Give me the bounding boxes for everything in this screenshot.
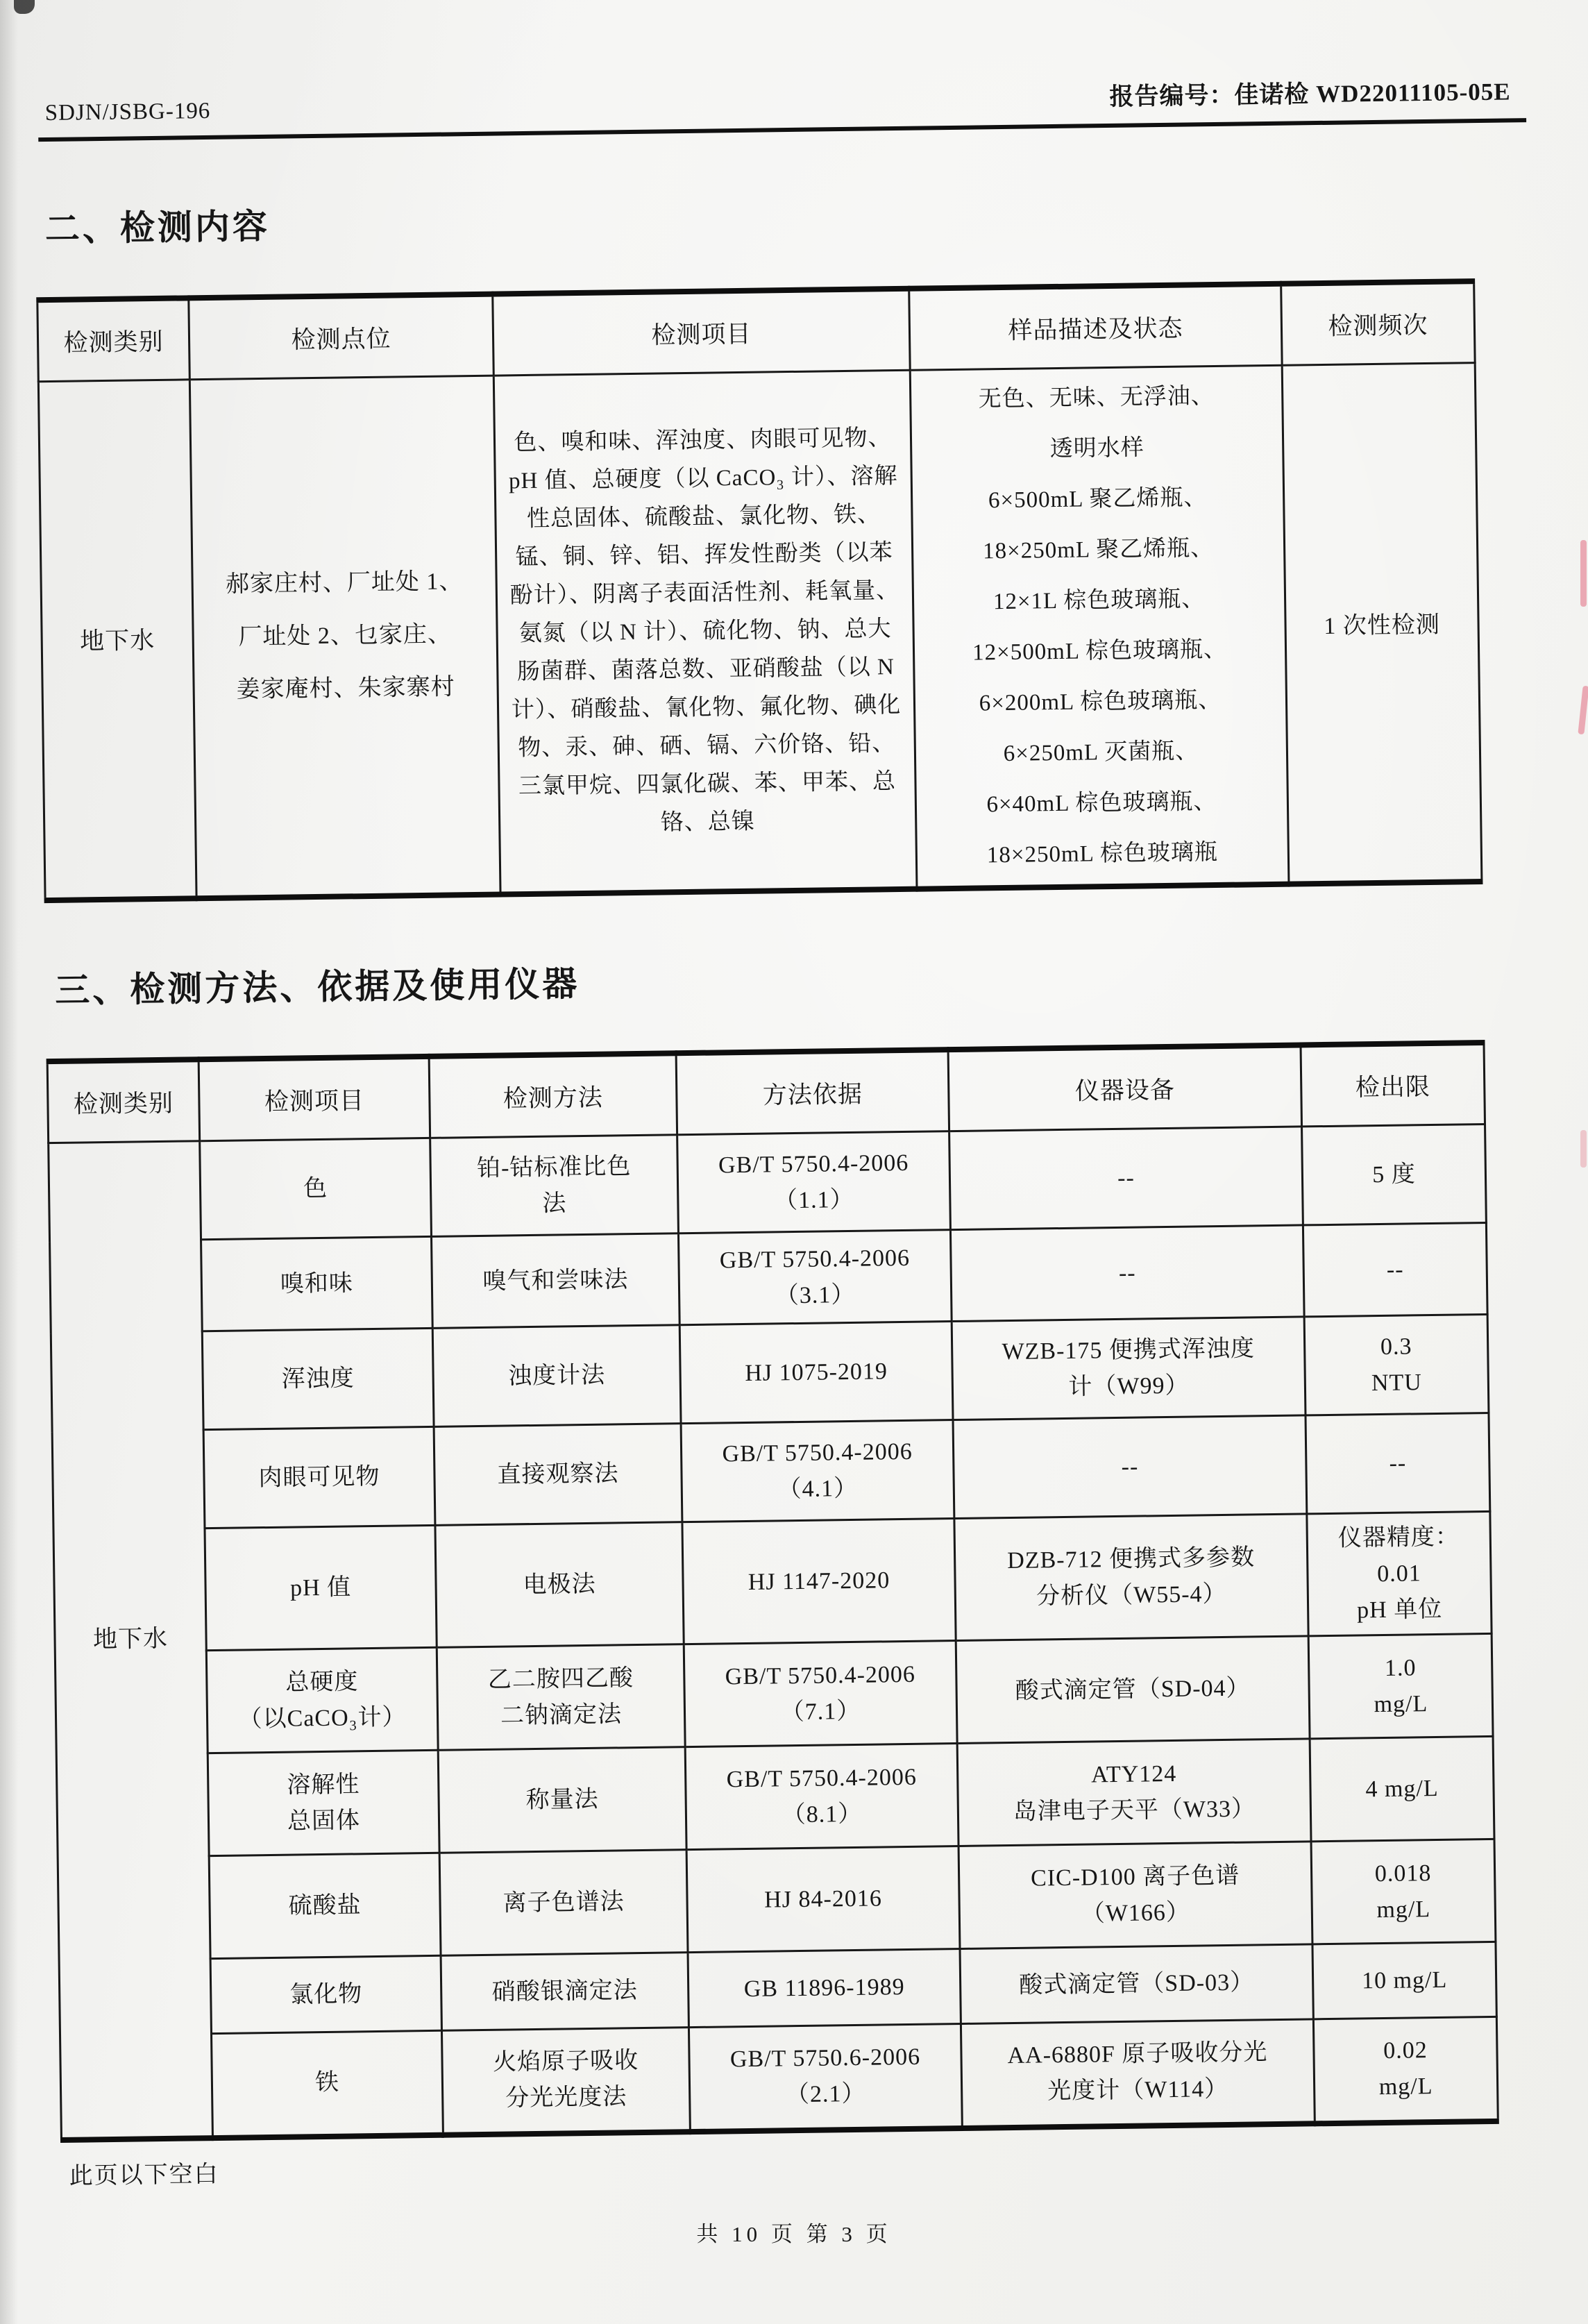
cell-method: 直接观察法 — [434, 1424, 682, 1526]
cell-basis: GB/T 5750.4-2006 （3.1） — [678, 1230, 952, 1325]
cell-instrument: -- — [950, 1225, 1304, 1322]
cell-instrument: 酸式滴定管（SD-03） — [960, 1944, 1313, 2024]
cell-instrument: CIC-D100 离子色谱 （W166） — [958, 1842, 1312, 1949]
method-instrument-table — [47, 1040, 1499, 2143]
cell-limit: 0.3 NTU — [1304, 1314, 1489, 1415]
cell-item: 总硬度 （以CaCO₃计） — [206, 1647, 438, 1753]
cell-item: 肉眼可见物 — [203, 1426, 435, 1528]
cell-basis: GB/T 5750.4-2006 （1.1） — [677, 1131, 951, 1233]
cell-basis: GB 11896-1989 — [688, 1948, 961, 2027]
cell-points: 郝家庄村、厂址处 1、 厂址处 2、乜家庄、 姜家庵村、朱家寨村 — [189, 376, 500, 898]
cell-category: 地下水 — [38, 380, 196, 900]
col-header-item: 检测项目 — [198, 1056, 430, 1141]
cell-method: 嗅气和尝味法 — [432, 1233, 680, 1329]
cell-frequency: 1 次性检测 — [1282, 363, 1482, 884]
cell-instrument: 酸式滴定管（SD-04） — [956, 1636, 1310, 1744]
cell-method: 浊度计法 — [432, 1325, 681, 1427]
cell-method: 电极法 — [435, 1522, 684, 1648]
cell-items: 色、嗅和味、浑浊度、肉眼可见物、pH 值、总硬度（以 CaCO₃ 计）、溶解性总固体、硫酸盐、氯化物、铁、锰、铜、锌、铝、挥发性酚类（以苯酚计）、阴离子表面活性剂、耗氧量、氨氮（以 N 计）、硫化物、钠、总大肠菌群、菌落总数、亚硝酸盐（以 N 计）、硝酸盐、氰化物、氟化物、碘化物、汞、砷、硒、镉、六价铬、铅、三氯甲烷、四氯化碳、苯、甲苯、总铬、总镍 — [493, 370, 917, 894]
cell-method: 火焰原子吸收 分光光度法 — [441, 2028, 690, 2135]
cell-method: 硝酸银滴定法 — [441, 1953, 689, 2031]
col-header-limit: 检出限 — [1301, 1043, 1485, 1127]
cell-basis: GB/T 5750.4-2006 （8.1） — [685, 1744, 958, 1850]
cell-instrument: AA-6880F 原子吸收分光 光度计（W114） — [961, 2019, 1315, 2128]
cell-instrument: -- — [949, 1127, 1303, 1230]
col-header-frequency: 检测频次 — [1281, 281, 1476, 365]
cell-instrument: WZB-175 便携式浑浊度 计（W99） — [952, 1317, 1306, 1420]
cell-basis: HJ 84-2016 — [686, 1846, 960, 1953]
section2-title: 二、检测内容 — [44, 206, 271, 249]
cell-instrument: -- — [953, 1415, 1307, 1519]
cell-method: 乙二胺四乙酸 二钠滴定法 — [437, 1644, 685, 1751]
cell-limit: 仪器精度： 0.01 pH 单位 — [1307, 1511, 1492, 1635]
cell-item: 嗅和味 — [201, 1236, 433, 1331]
below-blank-note: 此页以下空白 — [69, 2161, 219, 2189]
cell-item: 硫酸盐 — [209, 1853, 441, 1958]
cell-basis: GB/T 5750.4-2006 （7.1） — [684, 1641, 957, 1747]
cell-item: pH 值 — [205, 1525, 437, 1650]
section3-title: 三、检测方法、依据及使用仪器 — [54, 964, 580, 1010]
cell-limit: -- — [1306, 1413, 1490, 1513]
page-number: 共 10 页 第 3 页 — [696, 2222, 892, 2246]
cell-basis: HJ 1147-2020 — [682, 1519, 956, 1644]
cell-basis: HJ 1075-2019 — [679, 1322, 953, 1424]
report-number: 报告编号：佳诺检 WD22011105-05E — [1109, 78, 1511, 110]
table-row — [38, 363, 1482, 901]
cell-basis: GB/T 5750.6-2006 （2.1） — [689, 2023, 962, 2131]
document-code: SDJN/JSBG-196 — [44, 98, 211, 126]
cell-method: 铂-钴标准比色 法 — [430, 1135, 679, 1237]
col-header-method: 检测方法 — [429, 1053, 677, 1138]
page-header — [0, 0, 1578, 127]
cell-item: 铁 — [212, 2030, 444, 2137]
cell-sample-desc: 无色、无味、无浮油、 透明水样 6×500mL 聚乙烯瓶、 18×250mL 聚乙烯瓶、 12×1L 棕色玻璃瓶、 12×500mL 棕色玻璃瓶、 6×200mL 棕色玻璃瓶、 6×250mL 灭菌瓶、 6×40mL 棕色玻璃瓶、 18×250mL 棕色玻璃瓶 — [910, 365, 1289, 889]
table-row — [51, 1314, 1489, 1431]
table-row — [55, 1633, 1493, 1755]
col-header-points: 检测点位 — [189, 294, 494, 380]
cell-item: 氯化物 — [210, 1955, 441, 2033]
cell-category: 地下水 — [49, 1141, 213, 2140]
test-content-table — [36, 278, 1483, 903]
cell-limit: 1.0 mg/L — [1308, 1633, 1493, 1738]
table-row — [60, 2016, 1498, 2139]
col-header-category: 检测类别 — [37, 298, 190, 381]
cell-instrument: ATY124 岛津电子天平（W33） — [957, 1739, 1311, 1846]
cell-limit: -- — [1303, 1222, 1487, 1316]
col-header-items: 检测项目 — [493, 289, 910, 376]
cell-item: 浑浊度 — [202, 1328, 434, 1429]
cell-item: 色 — [200, 1138, 432, 1239]
table-row — [53, 1511, 1492, 1652]
cell-instrument: DZB-712 便携式多参数 分析仪（W55-4） — [954, 1514, 1308, 1641]
cell-limit: 0.02 mg/L — [1313, 2016, 1498, 2123]
cell-limit: 5 度 — [1302, 1124, 1487, 1224]
col-header-basis: 方法依据 — [676, 1050, 949, 1135]
table-row — [52, 1413, 1490, 1530]
table-row — [58, 1839, 1496, 1960]
col-header-instrument: 仪器设备 — [948, 1045, 1301, 1131]
col-header-category: 检测类别 — [47, 1059, 200, 1143]
cell-item: 溶解性 总固体 — [208, 1750, 439, 1855]
cell-method: 离子色谱法 — [439, 1850, 688, 1956]
cell-basis: GB/T 5750.4-2006 （4.1） — [681, 1420, 954, 1522]
cell-limit: 0.018 mg/L — [1311, 1839, 1496, 1944]
cell-limit: 4 mg/L — [1310, 1736, 1494, 1841]
cell-method: 称量法 — [438, 1747, 686, 1853]
table-row — [56, 1736, 1494, 1858]
cell-limit: 10 mg/L — [1312, 1942, 1496, 2019]
table-row — [49, 1124, 1487, 1241]
col-header-sample: 样品描述及状态 — [909, 284, 1282, 371]
